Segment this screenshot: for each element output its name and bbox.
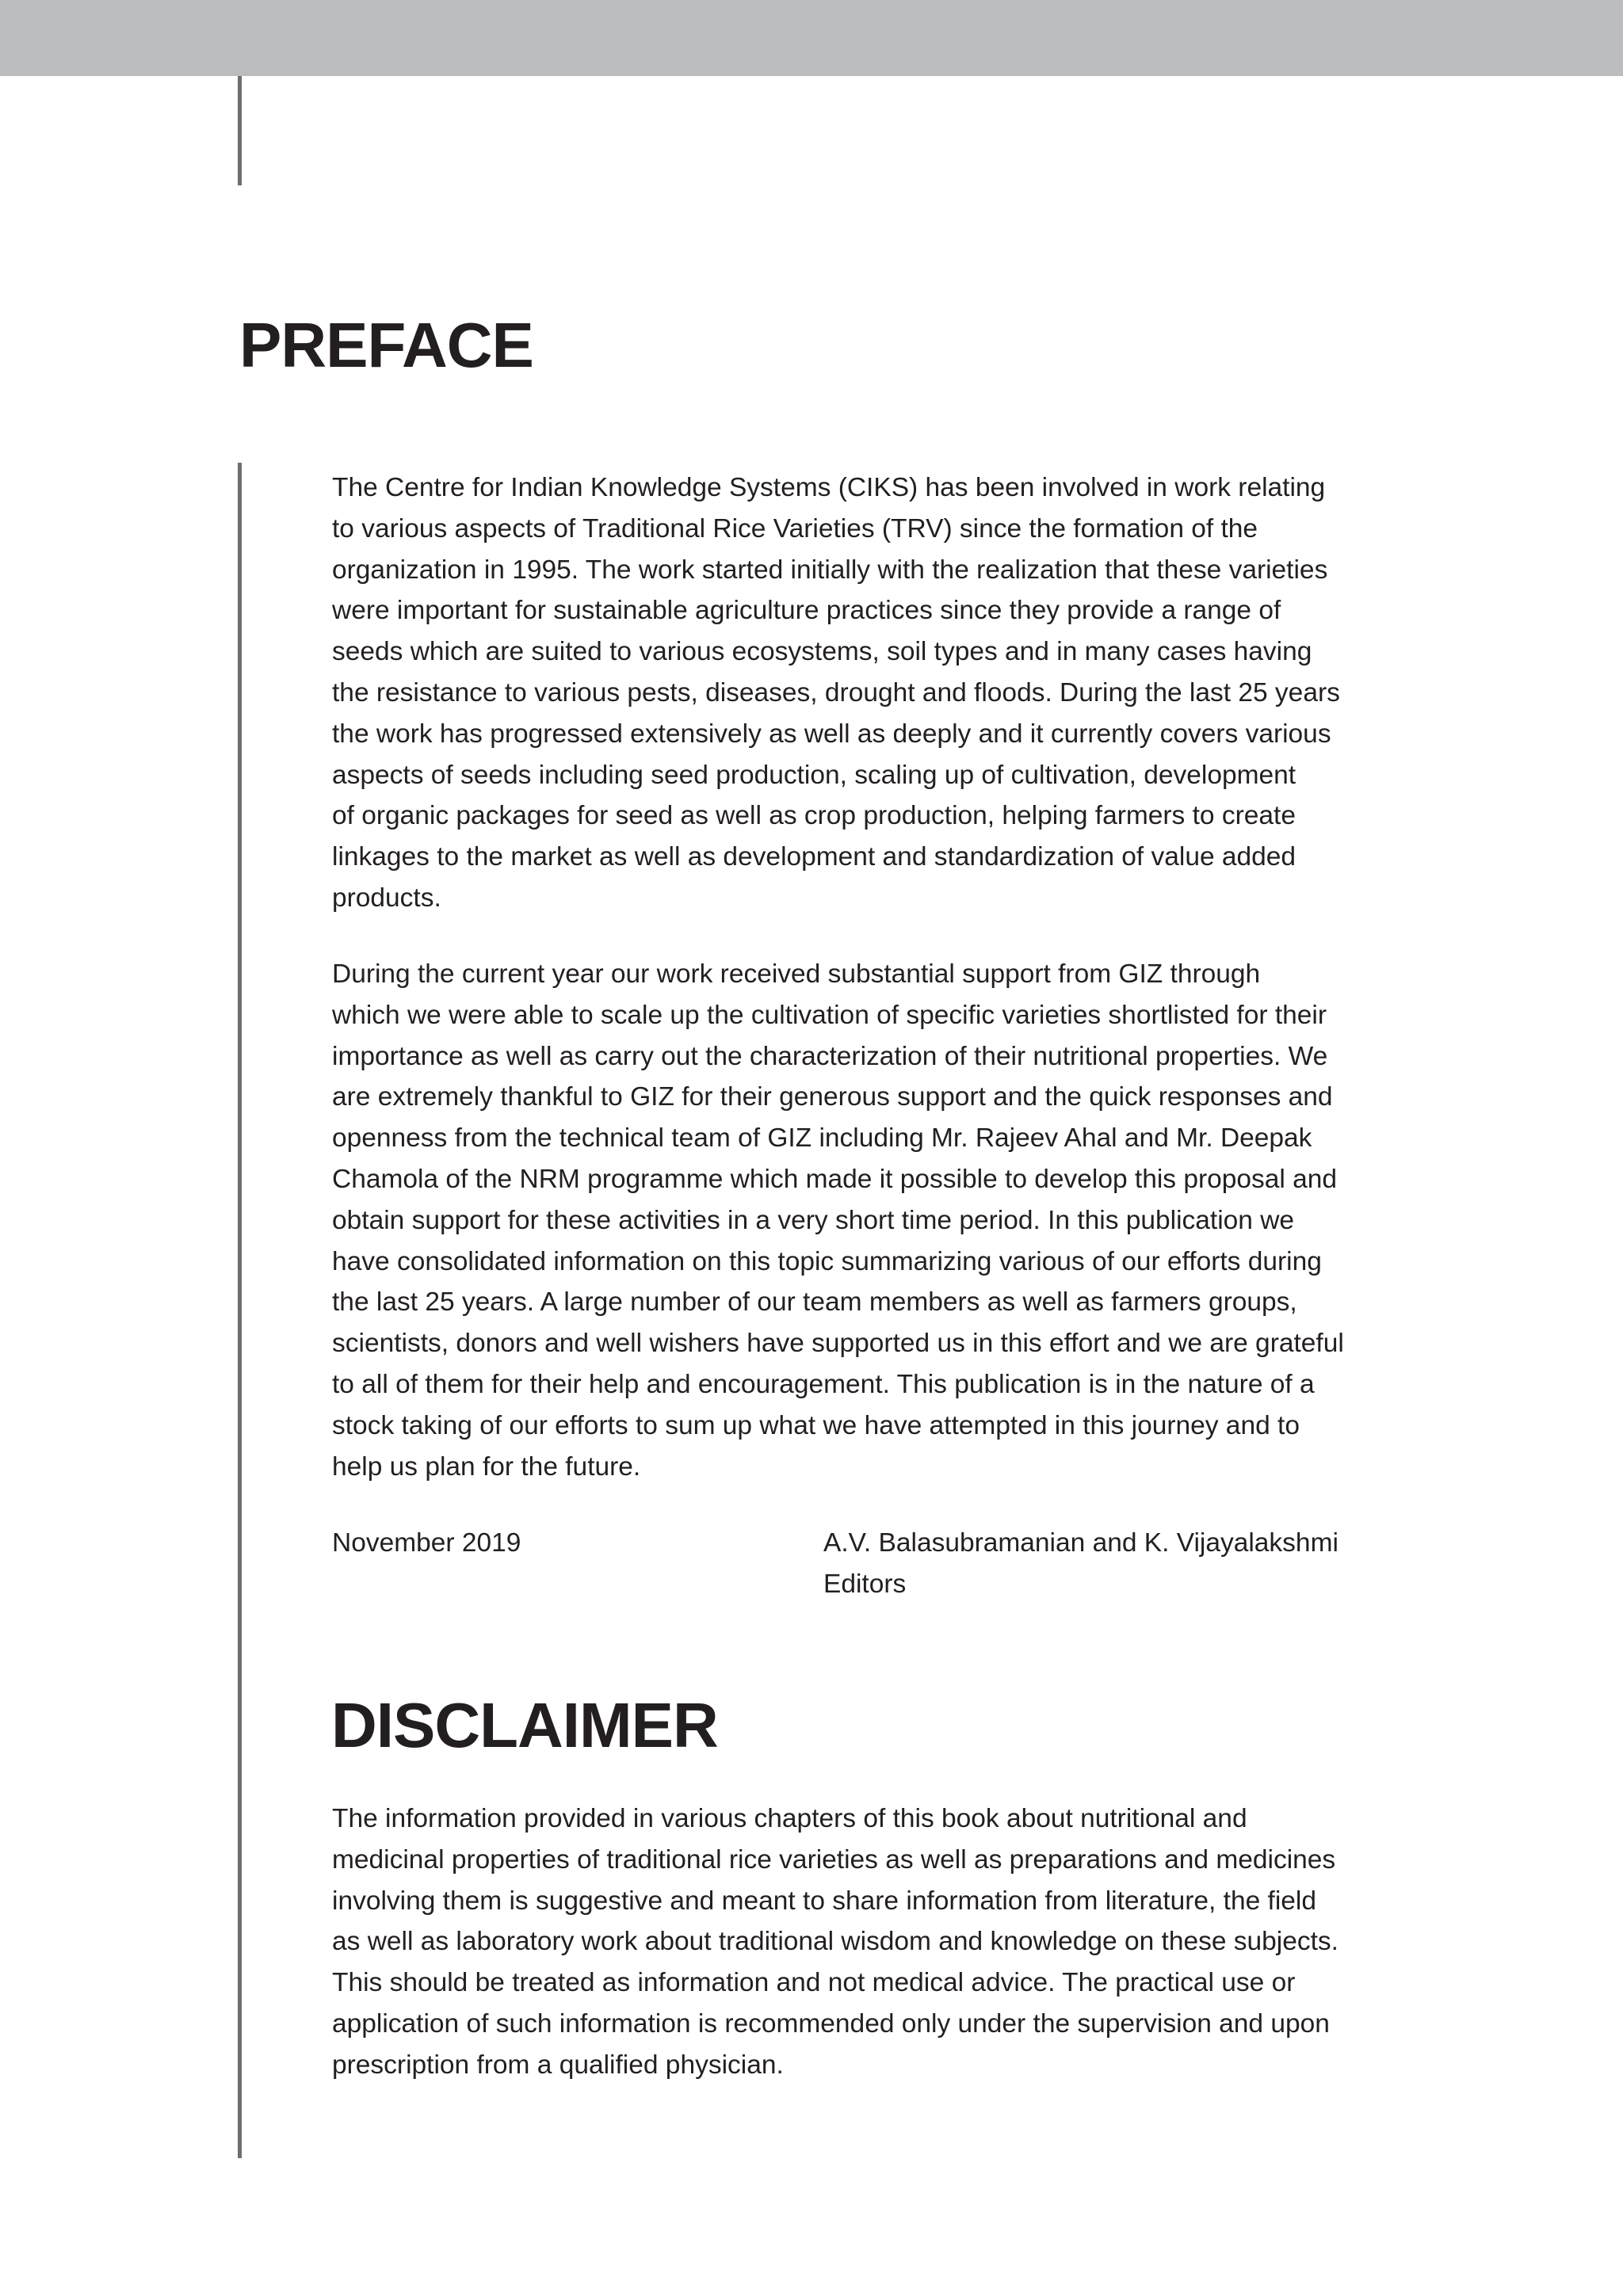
preface-date: November 2019 xyxy=(332,1528,521,1558)
signatory-role: Editors xyxy=(823,1569,907,1599)
preface-paragraph-2: During the current year our work received substantial support from GIZ through which we were able to scale up the cultivation of specific varieties shortlisted for their importance as well as carry out the characterization of their nutritional properties. We are extremely thankful to GIZ for their generous support and the quick responses and openness from the technical team of GIZ including Mr. Rajeev Ahal and Mr. Deepak Chamola of the NRM programme which made it possible to develop this proposal and obtain support for these activities in a very short time period. In this publication we have consolidated information on this topic summarizing various of our efforts during the last 25 years. A large number of our team members as well as farmers groups, scientists, donors and well wishers have supported us in this effort and we are grateful to all of them for their help and encouragement. This publication is in the nature of a stock taking of our efforts to sum up what we have attempted in this journey and to help us plan for the future. xyxy=(332,959,1344,1482)
preface-paragraph-1: The Centre for Indian Knowledge Systems (CIKS) has been involved in work relating to various aspects of Traditional Rice Varieties (TRV) since the formation of the organization in 1995. The work started initially with the realization that these varieties were important for sustainable agriculture practices since they provide a range of seeds which are suited to various ecosystems, soil types and in many cases having the resistance to various pests, diseases, drought and floods. During the last 25 years the work has progressed extensively as well as deeply and it currently covers various aspects of seeds including seed production, scaling up of cultivation, development of organic packages for seed as well as crop production, helping farmers to create linkages to the market as well as development and standardization of value added products. xyxy=(332,473,1340,913)
top-gray-band xyxy=(0,0,1623,76)
section-margin-rule xyxy=(238,463,242,2158)
preface-heading: PREFACE xyxy=(239,310,533,380)
disclaimer-heading: DISCLAIMER xyxy=(331,1690,718,1760)
disclaimer-paragraph: The information provided in various chapters of this book about nutritional and medicinal properties of traditional rice varieties as well as preparations and medicines involving them is suggestive and meant to share information from literature, the field as well as laboratory work about traditional wisdom and knowledge on these subjects. This should be treated as information and not medical advice. The practical use or application of such information is recommended only under the supervision and upon prescription from a qualified physician. xyxy=(332,1804,1338,2080)
signature-block xyxy=(823,1523,1338,1605)
top-margin-rule xyxy=(238,76,242,185)
signatories: A.V. Balasubramanian and K. Vijayalakshmi xyxy=(823,1528,1338,1558)
